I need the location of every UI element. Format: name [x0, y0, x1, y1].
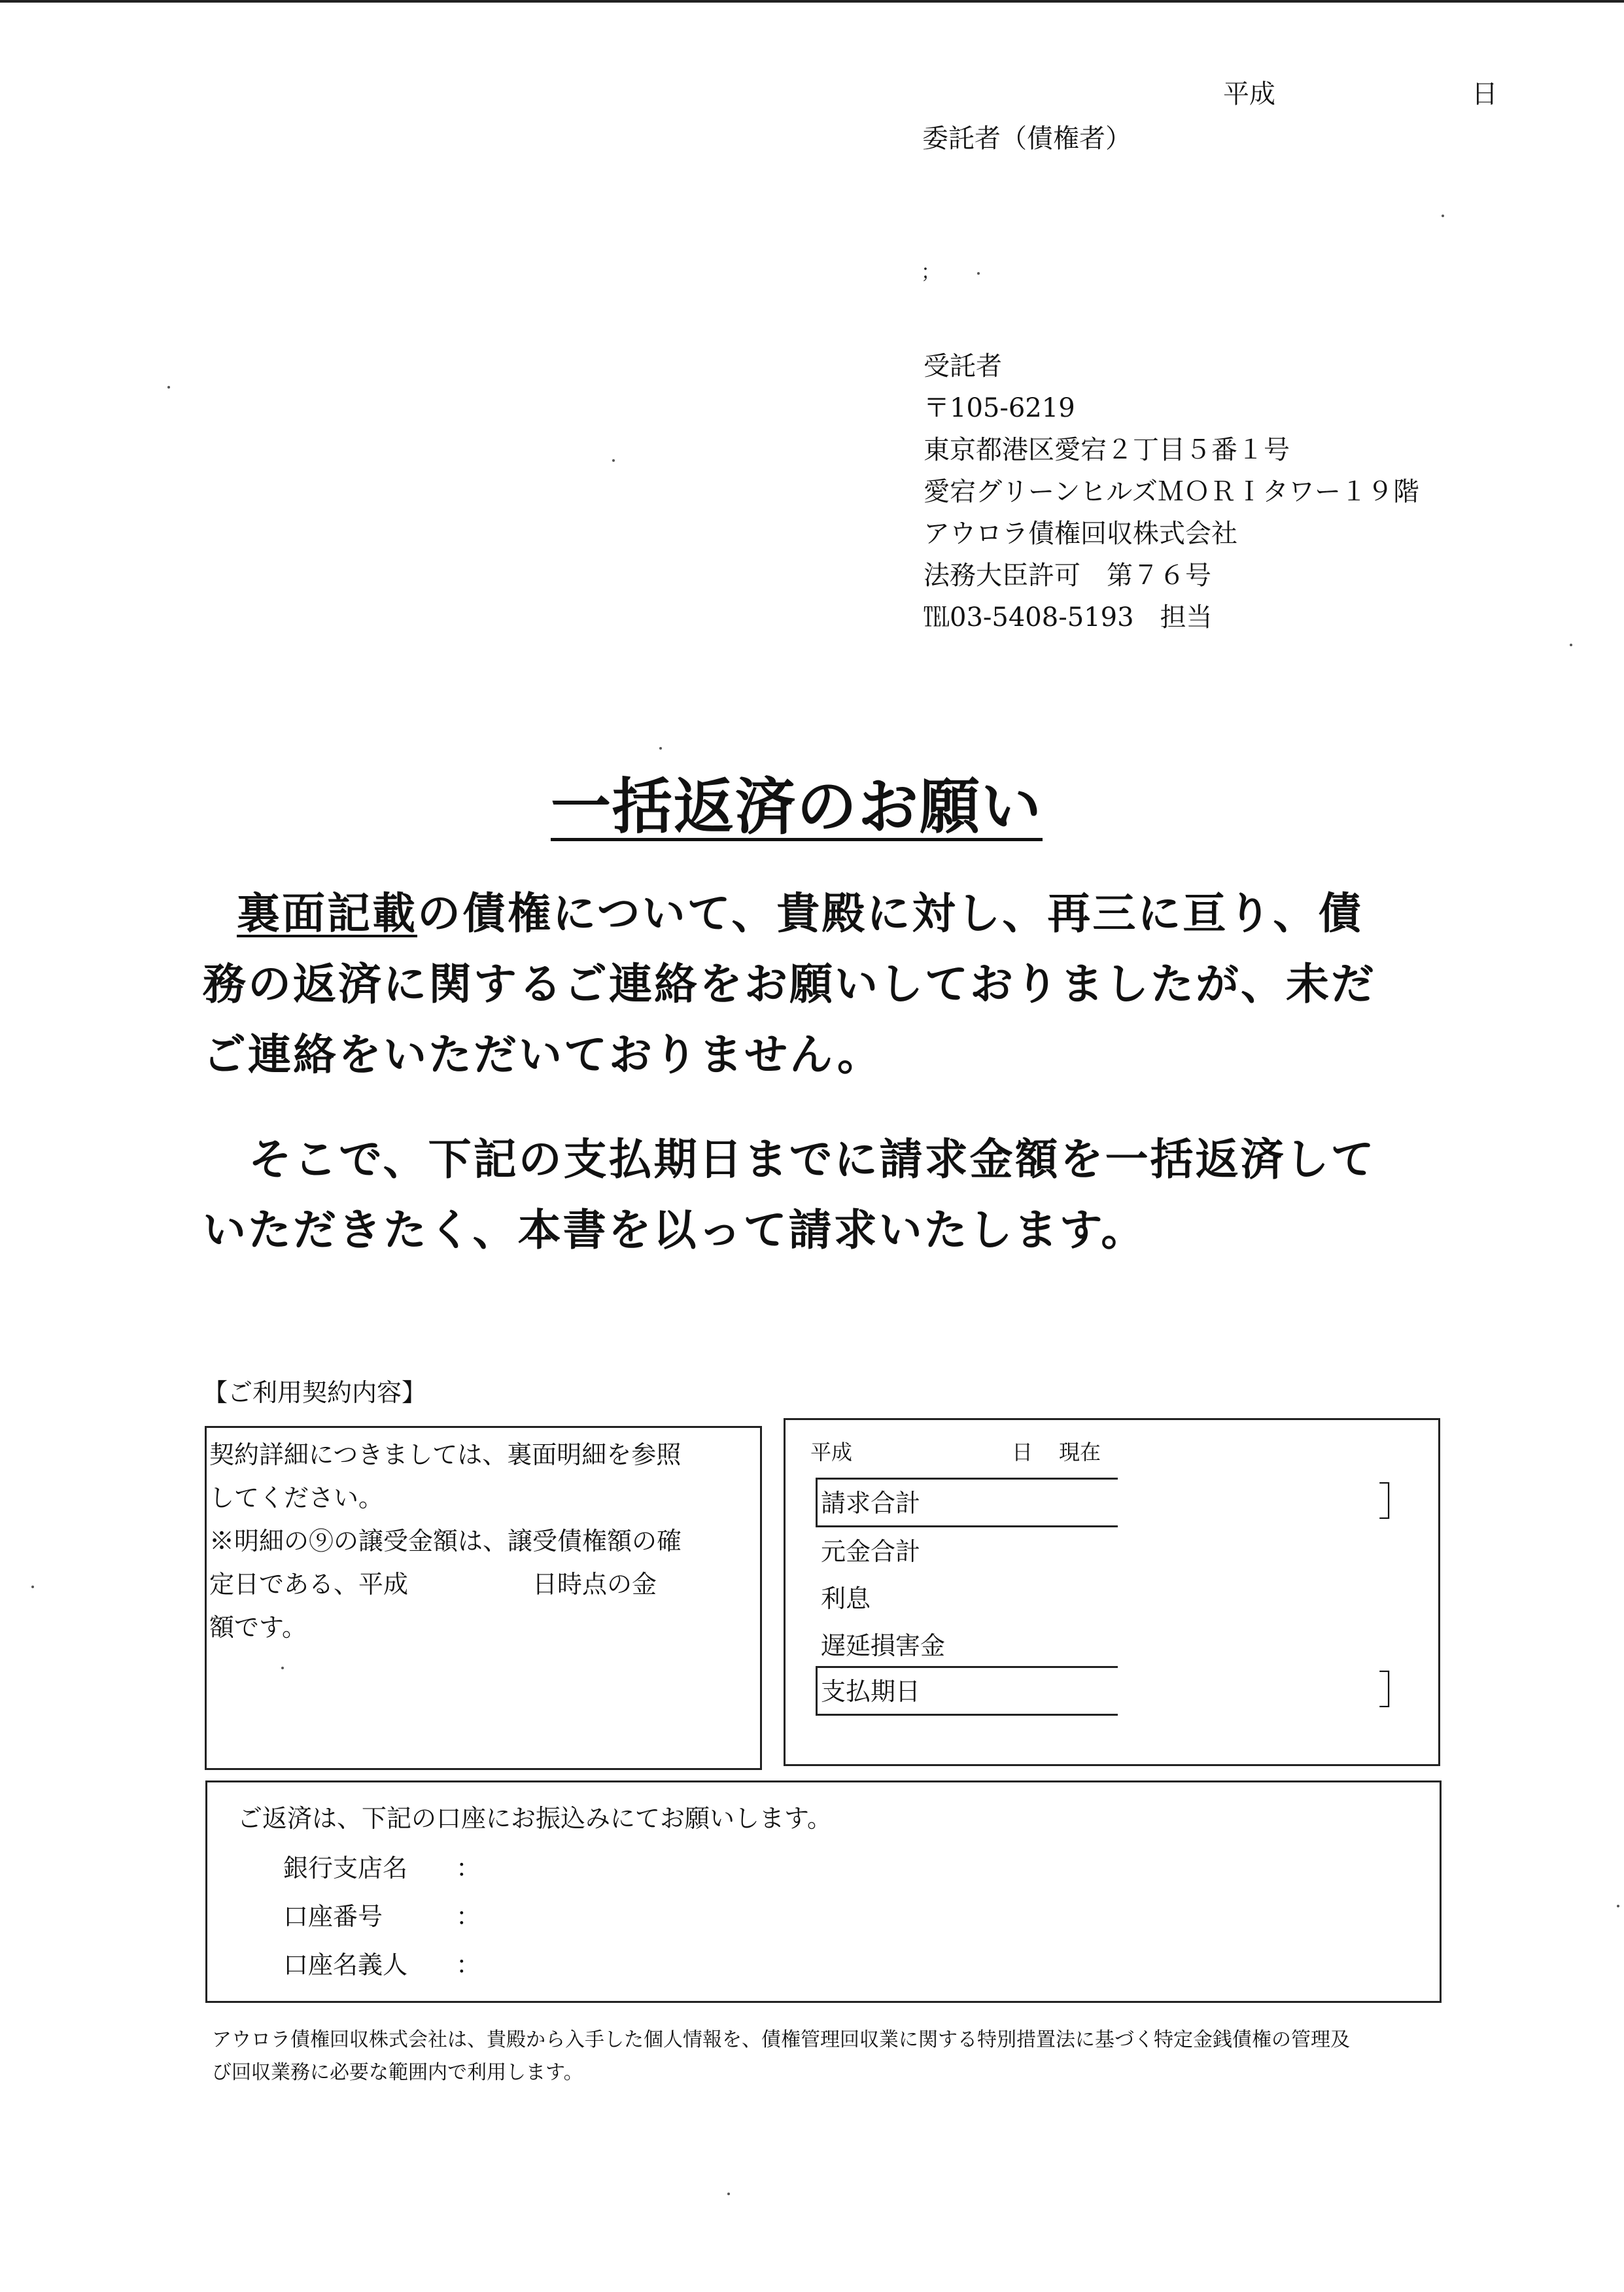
- contract-detail-line-4: 定日である、平成 日時点の金: [209, 1570, 657, 1599]
- account-holder-colon: ：: [456, 1951, 481, 1979]
- contract-section-label: 【ご利用契約内容】: [203, 1378, 427, 1407]
- billing-due-label: 支払期日: [821, 1677, 921, 1706]
- underlined-phrase: 裏面記載: [237, 888, 417, 939]
- paragraph-1: [203, 878, 1376, 1090]
- scan-speck: [727, 2193, 730, 2195]
- privacy-footer: [212, 2024, 1350, 2089]
- bank-branch-label: 銀行支店名: [283, 1854, 408, 1883]
- paragraph-1-line-3: ご連絡をいただいておりません。: [203, 1029, 882, 1080]
- header-era: 平成: [1223, 79, 1275, 109]
- scan-speck: [659, 747, 662, 750]
- trustee-address2: 愛宕グリーンヒルズＭＯＲＩタワー１９階: [924, 477, 1419, 507]
- trustee-address1: 東京都港区愛宕２丁目５番１号: [924, 435, 1290, 465]
- page-title: 一括返済のお願い: [551, 771, 1043, 842]
- trustee-block: [924, 345, 1419, 638]
- billing-total-bracket: ］: [1378, 1480, 1417, 1525]
- contract-detail-box: [205, 1426, 762, 1770]
- trustee-postal: 〒105-6219: [924, 393, 1075, 423]
- billing-date-now: 現在: [1059, 1440, 1101, 1465]
- account-number-label: 口座番号: [283, 1902, 383, 1931]
- paragraph-1-line-1-rest: の債権について、貴殿に対し、再三に亘り、債: [417, 888, 1364, 939]
- contract-detail-line-5: 額です。: [209, 1613, 307, 1642]
- privacy-footer-line-2: び回収業務に必要な範囲内で利用します。: [212, 2061, 583, 2084]
- trustee-license: 法務大臣許可 第７６号: [924, 561, 1211, 591]
- payment-box: [205, 1780, 1442, 2003]
- scan-speck: [1570, 644, 1572, 646]
- scan-speck: [281, 1667, 284, 1669]
- account-number-colon: ：: [456, 1902, 481, 1931]
- scan-speck: [977, 272, 980, 275]
- header-day: 日: [1472, 79, 1498, 109]
- billing-total-label: 請求合計: [821, 1489, 921, 1518]
- scan-speck: [31, 1586, 34, 1588]
- scan-speck: [612, 459, 615, 462]
- billing-summary-box: [784, 1418, 1440, 1766]
- billing-interest-label: 利息: [821, 1584, 871, 1613]
- consignor-label: 委託者（債権者）: [922, 124, 1132, 154]
- privacy-footer-line-1: アウロラ債権回収株式会社は、貴殿から入手した個人情報を、債権管理回収業に関する特別措置法に基づく特定金銭債権の管理及: [212, 2028, 1350, 2051]
- scan-speck: [1617, 1905, 1619, 1907]
- contract-detail-text: [209, 1433, 682, 1649]
- bank-branch-colon: ：: [456, 1854, 481, 1883]
- billing-date-era: 平成: [810, 1440, 853, 1465]
- billing-late-fee-label: 遅延損害金: [821, 1631, 946, 1660]
- trustee-company: アウロラ債権回収株式会社: [924, 519, 1237, 549]
- trustee-label: 受託者: [924, 351, 1002, 381]
- account-holder-label: 口座名義人: [283, 1951, 408, 1979]
- contract-detail-line-1: 契約詳細につきましては、裏面明細を参照: [209, 1440, 682, 1469]
- paragraph-1-line-1: [203, 878, 1376, 948]
- contract-detail-line-3: ※明細の⑨の譲受金額は、譲受債権額の確: [209, 1527, 682, 1555]
- paragraph-2-line-2: いただきたく、本書を以って請求いたします。: [203, 1204, 1147, 1255]
- scan-speck: [1442, 215, 1444, 217]
- paragraph-1-line-2: 務の返済に関するご連絡をお願いしておりましたが、未だ: [203, 958, 1376, 1009]
- stray-semicolon: ；: [921, 261, 941, 284]
- payment-intro: ご返済は、下記の口座にお振込みにてお願いします。: [237, 1804, 832, 1833]
- scan-top-edge: [0, 0, 1624, 3]
- billing-principal-label: 元金合計: [821, 1537, 921, 1566]
- contract-detail-line-2: してください。: [209, 1484, 384, 1512]
- trustee-tel: ℡03-5408-5193 担当: [924, 602, 1213, 633]
- paragraph-2: [203, 1124, 1376, 1265]
- billing-date-day: 日: [1012, 1440, 1033, 1465]
- billing-due-bracket: ］: [1378, 1668, 1417, 1714]
- paragraph-2-line-1: そこで、下記の支払期日までに請求金額を一括返済して: [249, 1134, 1376, 1185]
- scan-speck: [167, 386, 170, 389]
